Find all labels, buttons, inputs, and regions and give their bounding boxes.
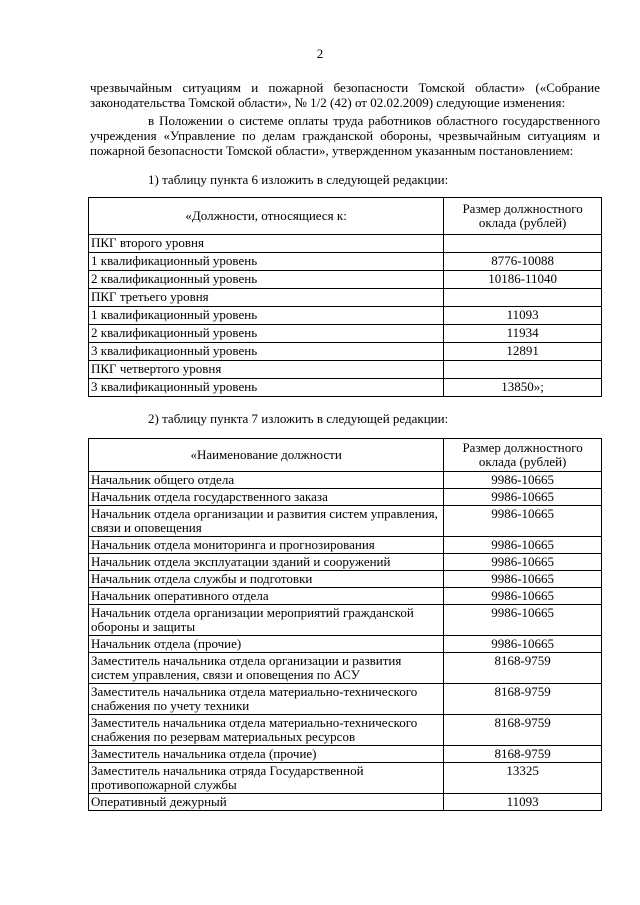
table-row: [89, 605, 602, 636]
table-row: [89, 588, 602, 605]
salary-value-cell: 9986-10665: [444, 537, 602, 554]
table-row: [89, 271, 602, 289]
position-name-cell: Начальник отдела (прочие): [89, 636, 444, 653]
salary-value-cell: 10186-11040: [444, 271, 602, 289]
table-row: [89, 653, 602, 684]
position-name-cell: Начальник отдела организации и развития систем управления, связи и оповещения: [89, 506, 444, 537]
table-row: [89, 554, 602, 571]
column-header-salary: Размер должностного оклада (рублей): [444, 198, 602, 235]
salary-value-cell: 11934: [444, 325, 602, 343]
position-name-cell: ПКГ четвертого уровня: [89, 361, 444, 379]
position-name-cell: ПКГ третьего уровня: [89, 289, 444, 307]
position-name-cell: Оперативный дежурный: [89, 794, 444, 811]
table-row: [89, 684, 602, 715]
table-row: [89, 571, 602, 588]
salary-value-cell: 9986-10665: [444, 636, 602, 653]
table-row: [89, 235, 602, 253]
position-name-cell: 1 квалификационный уровень: [89, 307, 444, 325]
table-row: [89, 343, 602, 361]
salary-value-cell: [444, 235, 602, 253]
salary-value-cell: 8776-10088: [444, 253, 602, 271]
salary-value-cell: 9986-10665: [444, 605, 602, 636]
table-row: [89, 472, 602, 489]
column-header-position: «Должности, относящиеся к:: [89, 198, 444, 235]
position-name-cell: Заместитель начальника отдела организации и развития систем управления, связи и оповещения по АСУ: [89, 653, 444, 684]
column-header-salary: Размер должностного оклада (рублей): [444, 439, 602, 472]
page-number: 2: [316, 46, 324, 61]
column-header-position: «Наименование должности: [89, 439, 444, 472]
position-name-cell: 2 квалификационный уровень: [89, 325, 444, 343]
table-row: [89, 253, 602, 271]
position-name-cell: ПКГ второго уровня: [89, 235, 444, 253]
regulation-paragraph: в Положении о системе оплаты труда работников областного государственного учреждения «Управление по делам гражданской обороны, чрезвычайным ситуациям и пожарной безопасности Томской области», утвержденном указанным постановлением:: [90, 113, 600, 158]
salary-value-cell: 9986-10665: [444, 472, 602, 489]
salary-value-cell: 8168-9759: [444, 746, 602, 763]
table-header-row: [89, 439, 602, 472]
salary-table-positions: [88, 438, 602, 811]
salary-value-cell: 9986-10665: [444, 588, 602, 605]
position-name-cell: Начальник отдела государственного заказа: [89, 489, 444, 506]
table-row: [89, 289, 602, 307]
salary-value-cell: 13325: [444, 763, 602, 794]
position-name-cell: Начальник отдела мониторинга и прогнозирования: [89, 537, 444, 554]
position-name-cell: Начальник оперативного отдела: [89, 588, 444, 605]
salary-value-cell: 8168-9759: [444, 684, 602, 715]
table-row: [89, 636, 602, 653]
table-row: [89, 763, 602, 794]
position-name-cell: Заместитель начальника отряда Государственной противопожарной службы: [89, 763, 444, 794]
position-name-cell: Заместитель начальника отдела материально-технического снабжения по учету техники: [89, 684, 444, 715]
salary-value-cell: 12891: [444, 343, 602, 361]
table-row: [89, 746, 602, 763]
position-name-cell: Начальник отдела службы и подготовки: [89, 571, 444, 588]
table-header-row: [89, 198, 602, 235]
salary-value-cell: 11093: [444, 307, 602, 325]
salary-value-cell: 9986-10665: [444, 571, 602, 588]
item-2-text: 2) таблицу пункта 7 изложить в следующей редакции:: [148, 411, 449, 426]
table-row: [89, 715, 602, 746]
intro-paragraph: чрезвычайным ситуациям и пожарной безопасности Томской области» («Собрание законодательства Томской области», № 1/2 (42) от 02.02.2009) следующие изменения:: [90, 80, 600, 110]
salary-value-cell: 9986-10665: [444, 489, 602, 506]
salary-value-cell: [444, 361, 602, 379]
table-row: [89, 325, 602, 343]
table-row: [89, 489, 602, 506]
table-row: [89, 361, 602, 379]
position-name-cell: Начальник отдела эксплуатации зданий и сооружений: [89, 554, 444, 571]
table-row: [89, 537, 602, 554]
position-name-cell: 2 квалификационный уровень: [89, 271, 444, 289]
table-row: [89, 379, 602, 397]
item-1-text: 1) таблицу пункта 6 изложить в следующей редакции:: [148, 172, 449, 187]
salary-value-cell: 9986-10665: [444, 554, 602, 571]
position-name-cell: 1 квалификационный уровень: [89, 253, 444, 271]
salary-value-cell: 11093: [444, 794, 602, 811]
salary-value-cell: 9986-10665: [444, 506, 602, 537]
salary-value-cell: [444, 289, 602, 307]
table-row: [89, 506, 602, 537]
table-row: [89, 794, 602, 811]
salary-value-cell: 8168-9759: [444, 715, 602, 746]
position-name-cell: 3 квалификационный уровень: [89, 379, 444, 397]
position-name-cell: Заместитель начальника отдела (прочие): [89, 746, 444, 763]
salary-value-cell: 13850»;: [444, 379, 602, 397]
table-row: [89, 307, 602, 325]
salary-value-cell: 8168-9759: [444, 653, 602, 684]
position-name-cell: Начальник отдела организации мероприятий гражданской обороны и защиты: [89, 605, 444, 636]
salary-table-pkg: [88, 197, 602, 397]
position-name-cell: Начальник общего отдела: [89, 472, 444, 489]
position-name-cell: 3 квалификационный уровень: [89, 343, 444, 361]
position-name-cell: Заместитель начальника отдела материально-технического снабжения по резервам материальных ресурсов: [89, 715, 444, 746]
